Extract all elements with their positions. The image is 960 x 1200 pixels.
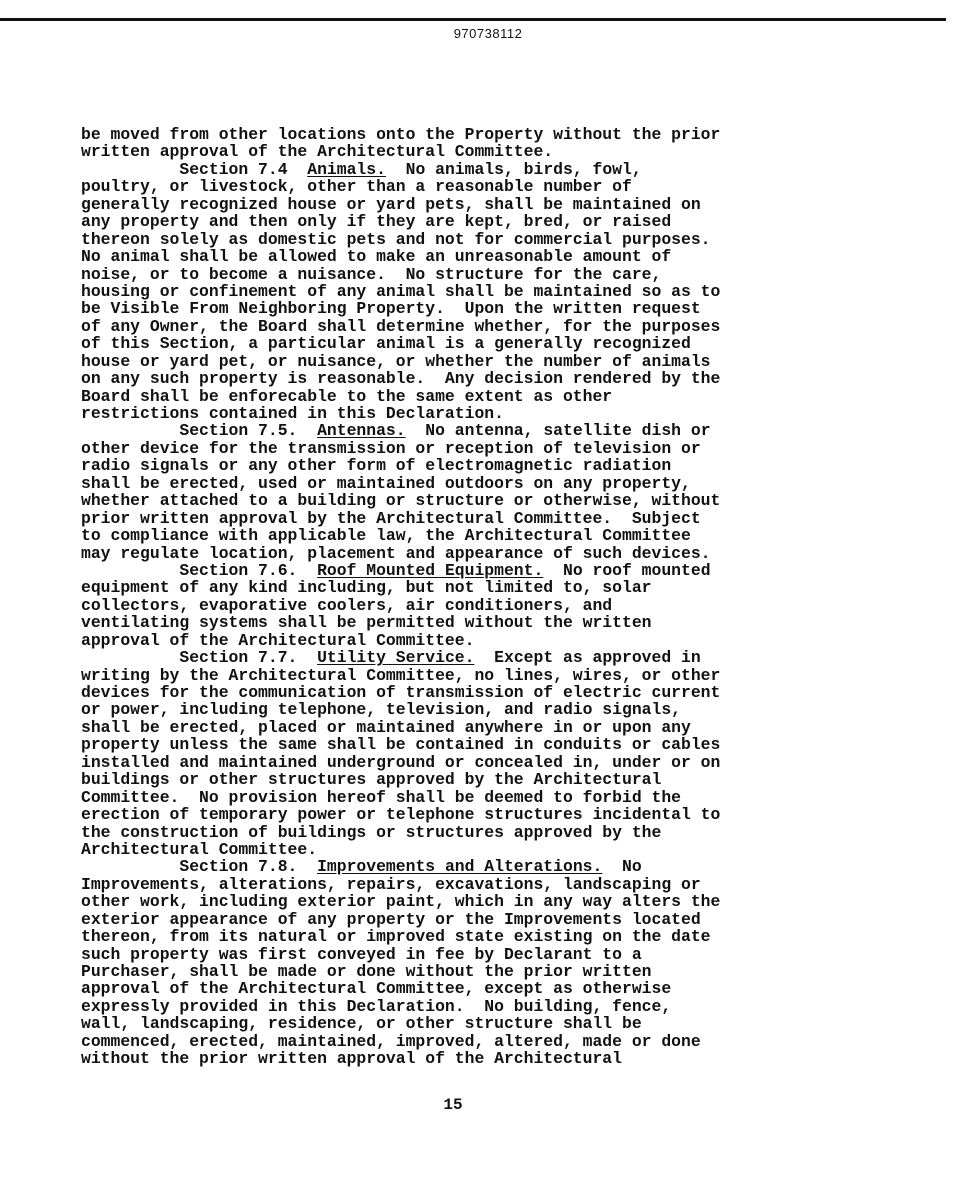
text-line: to compliance with applicable law, the Architectural Committee <box>81 526 691 546</box>
text-line: noise, or to become a nuisance. No structure for the care, <box>81 264 662 284</box>
text-line: Improvements, alterations, repairs, excavations, landscaping or <box>81 874 701 894</box>
text-line: Architectural Committee. <box>81 839 318 859</box>
section-title: Antennas. <box>317 421 406 441</box>
document-body <box>81 126 831 1068</box>
text-line: of any Owner, the Board shall determine whether, for the purposes <box>81 316 721 336</box>
section-text: No roof mounted <box>543 560 711 580</box>
text-line: the construction of buildings or structures approved by the <box>81 822 662 842</box>
section-text: No <box>602 857 642 877</box>
text-line: radio signals or any other form of electromagnetic radiation <box>81 456 672 476</box>
top-rule <box>0 18 946 21</box>
section-number: Section 7.6. <box>81 560 318 580</box>
text-line: ventilating systems shall be permitted without the written <box>81 613 652 633</box>
text-line: written approval of the Architectural Committee. <box>81 142 554 162</box>
text-line: any property and then only if they are kept, bred, or raised <box>81 212 672 232</box>
text-line: poultry, or livestock, other than a reasonable number of <box>81 177 632 197</box>
text-line: other device for the transmission or reception of television or <box>81 438 701 458</box>
text-line: prior written approval by the Architectural Committee. Subject <box>81 508 701 528</box>
text-line: No animal shall be allowed to make an unreasonable amount of <box>81 247 672 267</box>
text-line: be Visible From Neighboring Property. Upon the written request <box>81 299 701 319</box>
text-line: thereon solely as domestic pets and not for commercial purposes. <box>81 229 711 249</box>
text-line: writing by the Architectural Committee, no lines, wires, or other <box>81 665 721 685</box>
text-line: on any such property is reasonable. Any decision rendered by the <box>81 369 721 389</box>
text-line: such property was first conveyed in fee by Declarant to a <box>81 944 642 964</box>
text-line: property unless the same shall be contained in conduits or cables <box>81 735 721 755</box>
section-number: Section 7.5. <box>81 421 318 441</box>
text-line: house or yard pet, or nuisance, or whether the number of animals <box>81 351 711 371</box>
text-line: or power, including telephone, television, and radio signals, <box>81 700 681 720</box>
section-title: Improvements and Alterations. <box>317 857 603 877</box>
page-number: 15 <box>443 1096 463 1114</box>
text-line: shall be erected, used or maintained outdoors on any property, <box>81 473 691 493</box>
section-number: Section 7.4 <box>81 159 308 179</box>
text-line: Board shall be enforecable to the same extent as other <box>81 386 613 406</box>
section-heading-line <box>81 649 831 666</box>
text-line: collectors, evaporative coolers, air conditioners, and <box>81 595 613 615</box>
text-line: housing or confinement of any animal shall be maintained so as to <box>81 281 721 301</box>
text-line: installed and maintained underground or concealed in, under or on <box>81 752 721 772</box>
text-line: devices for the communication of transmission of electric current <box>81 683 721 702</box>
text-line: exterior appearance of any property or the Improvements located <box>81 909 701 929</box>
text-line: shall be erected, placed or maintained anywhere in or upon any <box>81 717 691 737</box>
document-number: 970738112 <box>453 26 523 41</box>
text-line: equipment of any kind including, but not limited to, solar <box>81 578 652 598</box>
text-line: without the prior written approval of the Architectural <box>81 1049 622 1069</box>
text-line: be moved from other locations onto the Property without the prior <box>81 125 721 144</box>
section-heading-line <box>81 161 831 178</box>
text-line: generally recognized house or yard pets, shall be maintained on <box>81 194 701 214</box>
text-line: buildings or other structures approved by the Architectural <box>81 770 662 790</box>
section-heading-line <box>81 422 831 439</box>
text-line: restrictions contained in this Declaration. <box>81 404 504 423</box>
section-text: No animals, birds, fowl, <box>385 159 642 179</box>
text-line: wall, landscaping, residence, or other structure shall be <box>81 1014 642 1034</box>
section-heading-line <box>81 858 831 875</box>
text-line: erection of temporary power or telephone structures incidental to <box>81 805 721 825</box>
section-text: Except as approved in <box>474 648 701 668</box>
text-line: approval of the Architectural Committee, except as otherwise <box>81 979 672 999</box>
text-line: thereon, from its natural or improved state existing on the date <box>81 927 711 947</box>
text-line: expressly provided in this Declaration. No building, fence, <box>81 996 672 1016</box>
text-line: Purchaser, shall be made or done without the prior written <box>81 962 652 981</box>
section-number: Section 7.8. <box>81 857 318 877</box>
text-line: Committee. No provision hereof shall be deemed to forbid the <box>81 787 681 807</box>
text-line: may regulate location, placement and appearance of such devices. <box>81 543 711 563</box>
section-title: Utility Service. <box>317 648 475 668</box>
section-heading-line <box>81 562 831 579</box>
section-number: Section 7.7. <box>81 648 318 668</box>
text-line: whether attached to a building or structure or otherwise, without <box>81 491 721 511</box>
text-line: other work, including exterior paint, which in any way alters the <box>81 892 721 912</box>
text-line: commenced, erected, maintained, improved, altered, made or done <box>81 1031 701 1051</box>
section-title: Roof Mounted Equipment. <box>317 560 544 580</box>
text-line: approval of the Architectural Committee. <box>81 630 475 650</box>
section-text: No antenna, satellite dish or <box>405 421 711 441</box>
section-title: Animals. <box>307 159 386 179</box>
text-line: of this Section, a particular animal is a generally recognized <box>81 334 691 354</box>
